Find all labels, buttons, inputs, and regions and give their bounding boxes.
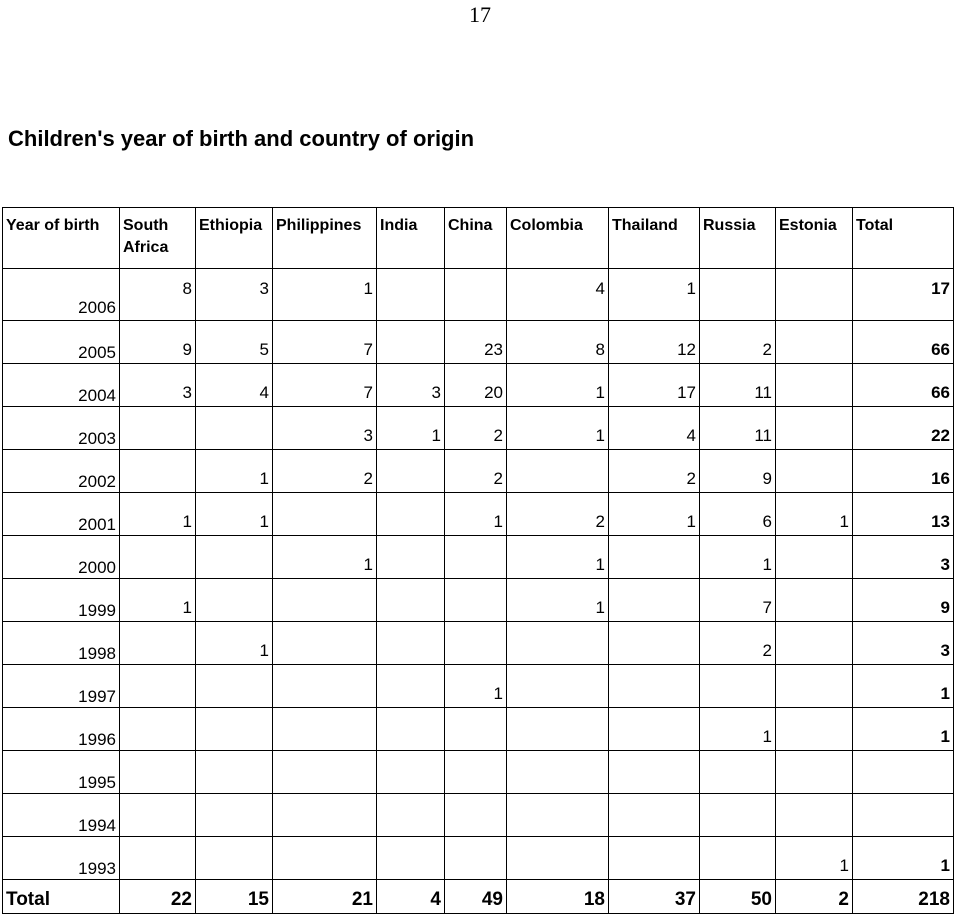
cell-india [377, 321, 445, 364]
cell-russia [700, 665, 776, 708]
total-cell-thailand: 37 [609, 880, 700, 914]
cell-philippines: 7 [273, 364, 377, 407]
cell-year: 1997 [3, 665, 120, 708]
cell-thailand: 1 [609, 493, 700, 536]
cell-colombia: 2 [507, 493, 609, 536]
column-header-south-africa: South Africa [120, 208, 196, 269]
cell-estonia [776, 751, 853, 794]
total-cell-philippines: 21 [273, 880, 377, 914]
cell-year: 2002 [3, 450, 120, 493]
cell-russia: 6 [700, 493, 776, 536]
cell-russia [700, 269, 776, 321]
total-cell-china: 49 [445, 880, 507, 914]
cell-china: 2 [445, 407, 507, 450]
cell-ethiopia [196, 794, 273, 837]
cell-estonia [776, 665, 853, 708]
cell-total: 3 [853, 622, 954, 665]
cell-russia: 1 [700, 708, 776, 751]
cell-south-africa: 1 [120, 493, 196, 536]
cell-china [445, 708, 507, 751]
table-row [3, 364, 954, 407]
cell-india: 1 [377, 407, 445, 450]
total-cell-colombia: 18 [507, 880, 609, 914]
cell-year: 1993 [3, 837, 120, 880]
cell-thailand [609, 579, 700, 622]
cell-colombia [507, 450, 609, 493]
cell-south-africa: 9 [120, 321, 196, 364]
cell-estonia [776, 364, 853, 407]
cell-total: 1 [853, 837, 954, 880]
cell-estonia [776, 450, 853, 493]
cell-total: 1 [853, 665, 954, 708]
cell-colombia: 1 [507, 536, 609, 579]
column-header-india: India [377, 208, 445, 269]
cell-thailand: 1 [609, 269, 700, 321]
page-title: Children's year of birth and country of origin [8, 126, 475, 151]
cell-colombia: 1 [507, 407, 609, 450]
table-row [3, 751, 954, 794]
cell-ethiopia [196, 579, 273, 622]
total-cell-total: 218 [853, 880, 954, 914]
cell-india [377, 751, 445, 794]
cell-russia: 7 [700, 579, 776, 622]
cell-india [377, 794, 445, 837]
cell-estonia [776, 794, 853, 837]
cell-total: 9 [853, 579, 954, 622]
cell-india [377, 665, 445, 708]
cell-year: 2006 [3, 269, 120, 321]
cell-year: 1999 [3, 579, 120, 622]
cell-philippines: 1 [273, 269, 377, 321]
cell-south-africa [120, 708, 196, 751]
cell-india [377, 708, 445, 751]
cell-south-africa [120, 665, 196, 708]
cell-thailand [609, 837, 700, 880]
cell-india [377, 622, 445, 665]
cell-total [853, 794, 954, 837]
cell-total [853, 751, 954, 794]
cell-colombia: 8 [507, 321, 609, 364]
cell-china: 20 [445, 364, 507, 407]
cell-colombia: 4 [507, 269, 609, 321]
cell-china [445, 837, 507, 880]
cell-total: 66 [853, 364, 954, 407]
cell-year: 2003 [3, 407, 120, 450]
cell-estonia: 1 [776, 493, 853, 536]
cell-philippines: 2 [273, 450, 377, 493]
cell-south-africa [120, 837, 196, 880]
total-cell-south-africa: 22 [120, 880, 196, 914]
column-header-china: China [445, 208, 507, 269]
table-row [3, 794, 954, 837]
column-header-total: Total [853, 208, 954, 269]
cell-thailand: 2 [609, 450, 700, 493]
cell-colombia [507, 708, 609, 751]
table-row [3, 321, 954, 364]
cell-india: 3 [377, 364, 445, 407]
cell-total: 3 [853, 536, 954, 579]
cell-india [377, 493, 445, 536]
cell-estonia [776, 536, 853, 579]
total-cell-india: 4 [377, 880, 445, 914]
cell-russia: 9 [700, 450, 776, 493]
cell-china: 23 [445, 321, 507, 364]
cell-estonia [776, 269, 853, 321]
cell-thailand [609, 794, 700, 837]
cell-india [377, 450, 445, 493]
cell-colombia [507, 794, 609, 837]
cell-ethiopia: 3 [196, 269, 273, 321]
cell-philippines [273, 751, 377, 794]
total-cell-russia: 50 [700, 880, 776, 914]
cell-colombia [507, 837, 609, 880]
cell-south-africa: 3 [120, 364, 196, 407]
cell-russia [700, 751, 776, 794]
cell-colombia [507, 665, 609, 708]
cell-total: 22 [853, 407, 954, 450]
cell-south-africa [120, 622, 196, 665]
cell-philippines [273, 837, 377, 880]
table-header-row [3, 208, 954, 269]
cell-philippines [273, 493, 377, 536]
cell-china [445, 269, 507, 321]
cell-india [377, 837, 445, 880]
cell-china: 1 [445, 493, 507, 536]
cell-ethiopia: 1 [196, 622, 273, 665]
cell-estonia: 1 [776, 837, 853, 880]
column-header-philippines: Philippines [273, 208, 377, 269]
cell-philippines [273, 794, 377, 837]
table-row [3, 579, 954, 622]
column-header-colombia: Colombia [507, 208, 609, 269]
total-cell-ethiopia: 15 [196, 880, 273, 914]
cell-year: 2001 [3, 493, 120, 536]
cell-estonia [776, 579, 853, 622]
cell-ethiopia [196, 407, 273, 450]
cell-year: 1994 [3, 794, 120, 837]
cell-india [377, 536, 445, 579]
cell-south-africa [120, 794, 196, 837]
cell-thailand: 17 [609, 364, 700, 407]
table-row [3, 622, 954, 665]
cell-ethiopia [196, 751, 273, 794]
cell-estonia [776, 622, 853, 665]
cell-south-africa [120, 450, 196, 493]
cell-russia: 1 [700, 536, 776, 579]
total-cell-year: Total [3, 880, 120, 914]
cell-philippines [273, 579, 377, 622]
cell-russia: 2 [700, 622, 776, 665]
cell-philippines [273, 622, 377, 665]
cell-thailand [609, 751, 700, 794]
cell-year: 1998 [3, 622, 120, 665]
cell-south-africa: 1 [120, 579, 196, 622]
table-row [3, 837, 954, 880]
table-row [3, 536, 954, 579]
cell-philippines: 3 [273, 407, 377, 450]
table-row [3, 450, 954, 493]
table-row [3, 493, 954, 536]
cell-russia: 2 [700, 321, 776, 364]
total-cell-estonia: 2 [776, 880, 853, 914]
cell-ethiopia [196, 536, 273, 579]
cell-colombia: 1 [507, 579, 609, 622]
table-row [3, 665, 954, 708]
column-header-estonia: Estonia [776, 208, 853, 269]
cell-philippines [273, 708, 377, 751]
page-number: 17 [469, 2, 491, 27]
cell-south-africa [120, 751, 196, 794]
cell-ethiopia [196, 665, 273, 708]
cell-ethiopia: 1 [196, 450, 273, 493]
cell-russia: 11 [700, 364, 776, 407]
cell-year: 2004 [3, 364, 120, 407]
cell-total: 16 [853, 450, 954, 493]
cell-colombia [507, 622, 609, 665]
cell-colombia: 1 [507, 364, 609, 407]
cell-philippines [273, 665, 377, 708]
cell-thailand [609, 622, 700, 665]
table-row [3, 407, 954, 450]
birth-country-table [2, 207, 954, 914]
cell-estonia [776, 708, 853, 751]
cell-india [377, 579, 445, 622]
cell-total: 17 [853, 269, 954, 321]
cell-south-africa: 8 [120, 269, 196, 321]
cell-thailand: 12 [609, 321, 700, 364]
cell-south-africa [120, 536, 196, 579]
cell-ethiopia: 5 [196, 321, 273, 364]
cell-russia [700, 794, 776, 837]
cell-south-africa [120, 407, 196, 450]
cell-year: 1996 [3, 708, 120, 751]
cell-thailand [609, 536, 700, 579]
cell-russia: 11 [700, 407, 776, 450]
cell-estonia [776, 321, 853, 364]
cell-colombia [507, 751, 609, 794]
cell-estonia [776, 407, 853, 450]
table-row [3, 708, 954, 751]
cell-year: 2000 [3, 536, 120, 579]
cell-thailand [609, 665, 700, 708]
cell-china: 1 [445, 665, 507, 708]
cell-philippines: 1 [273, 536, 377, 579]
cell-india [377, 269, 445, 321]
cell-total: 1 [853, 708, 954, 751]
cell-ethiopia [196, 708, 273, 751]
cell-china [445, 794, 507, 837]
table-total-row [3, 880, 954, 914]
cell-total: 66 [853, 321, 954, 364]
cell-china [445, 579, 507, 622]
cell-year: 1995 [3, 751, 120, 794]
cell-total: 13 [853, 493, 954, 536]
cell-ethiopia: 1 [196, 493, 273, 536]
column-header-thailand: Thailand [609, 208, 700, 269]
cell-russia [700, 837, 776, 880]
cell-thailand [609, 708, 700, 751]
cell-china [445, 536, 507, 579]
cell-ethiopia [196, 837, 273, 880]
cell-philippines: 7 [273, 321, 377, 364]
cell-china [445, 622, 507, 665]
column-header-ethiopia: Ethiopia [196, 208, 273, 269]
cell-year: 2005 [3, 321, 120, 364]
cell-thailand: 4 [609, 407, 700, 450]
cell-china: 2 [445, 450, 507, 493]
cell-china [445, 751, 507, 794]
column-header-year: Year of birth [3, 208, 120, 269]
cell-ethiopia: 4 [196, 364, 273, 407]
column-header-russia: Russia [700, 208, 776, 269]
table-row [3, 269, 954, 321]
